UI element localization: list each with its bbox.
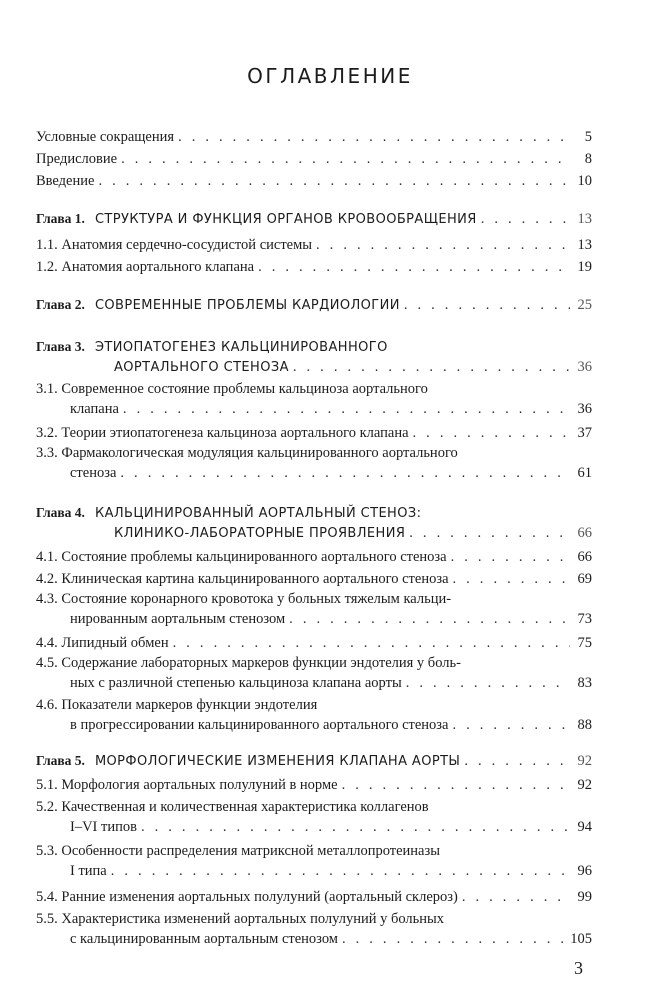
toc-entry-4-3: 4.3. Состояние коронарного кровотока у больных тяжелым кальци- [36,591,452,607]
toc-entry-4-6-cont: в прогрессировании кальцинированного аортального стеноза . . . 88 [70,716,592,734]
toc-entry-5-5: 5.5. Характеристика изменений аортальных полулуний у больных [36,911,445,927]
toc-entry-5-3-cont: I типа . . . 96 [70,862,592,880]
toc-entry-5-2: 5.2. Качественная и количественная характеристика коллагенов [36,799,429,815]
chapter-2-heading: Глава 2. СОВРЕМЕННЫЕ ПРОБЛЕМЫ КАРДИОЛОГИИ . . . 25 [36,296,592,315]
toc-entry-3-3-cont: стеноза . . . 61 [70,464,592,482]
chapter-3-heading-cont: АОРТАЛЬНОГО СТЕНОЗА . . . 36 [114,358,592,377]
toc-entry-introduction: Введение . . . 10 [36,172,592,190]
page-title: ОГЛАВЛЕНИЕ [247,64,413,88]
toc-entry-preface: Предисловие . . . 8 [36,150,592,168]
page-number: 3 [574,958,583,978]
toc-entry-3-2: 3.2. Теории этиопатогенеза кальциноза аортального клапана . . . 37 [36,424,592,442]
toc-entry-5-2-cont: I–VI типов . . . 94 [70,818,592,836]
toc-entry-4-2: 4.2. Клиническая картина кальцинированного аортального стеноза . . . 69 [36,570,592,588]
toc-entry-3-3: 3.3. Фармакологическая модуляция кальцинированного аортального [36,445,458,461]
toc-entry-1-1: 1.1. Анатомия сердечно-сосудистой системы . . . 13 [36,236,592,254]
toc-entry-3-1-cont: клапана . . . 36 [70,400,592,418]
toc-entry-4-3-cont: нированным аортальным стенозом . . . 73 [70,610,592,628]
toc-entry-5-3: 5.3. Особенности распределения матриксной металлопротеиназы [36,843,440,859]
toc-entry-1-2: 1.2. Анатомия аортального клапана . . . 19 [36,258,592,276]
toc-entry-abbreviations: Условные сокращения . . . 5 [36,128,592,146]
toc-entry-4-6: 4.6. Показатели маркеров функции эндотелия [36,697,318,713]
chapter-3-heading: Глава 3. ЭТИОПАТОГЕНЕЗ КАЛЬЦИНИРОВАННОГО [36,339,388,355]
toc-entry-4-5: 4.5. Содержание лабораторных маркеров функции эндотелия у боль- [36,655,461,671]
toc-entry-4-4: 4.4. Липидный обмен . . . 75 [36,634,592,652]
toc-entry-4-5-cont: ных с различной степенью кальциноза клапана аорты . . . 83 [70,674,592,692]
chapter-5-heading: Глава 5. МОРФОЛОГИЧЕСКИЕ ИЗМЕНЕНИЯ КЛАПАНА АОРТЫ . . . 92 [36,752,592,771]
chapter-4-heading-cont: КЛИНИКО-ЛАБОРАТОРНЫЕ ПРОЯВЛЕНИЯ . . . 66 [114,524,592,543]
toc-entry-4-1: 4.1. Состояние проблемы кальцинированного аортального стеноза . . . 66 [36,548,592,566]
toc-entry-5-4: 5.4. Ранние изменения аортальных полулуний (аортальный склероз) . . . 99 [36,888,592,906]
toc-entry-5-5-cont: с кальцинированным аортальным стенозом . . . 105 [70,930,592,948]
toc-entry-3-1: 3.1. Современное состояние проблемы кальциноза аортального [36,381,428,397]
chapter-4-heading: Глава 4. КАЛЬЦИНИРОВАННЫЙ АОРТАЛЬНЫЙ СТЕНОЗ: [36,505,422,521]
toc-entry-5-1: 5.1. Морфология аортальных полулуний в норме . . . 92 [36,776,592,794]
chapter-1-heading: Глава 1. СТРУКТУРА И ФУНКЦИЯ ОРГАНОВ КРОВООБРАЩЕНИЯ . . . 13 [36,210,592,229]
